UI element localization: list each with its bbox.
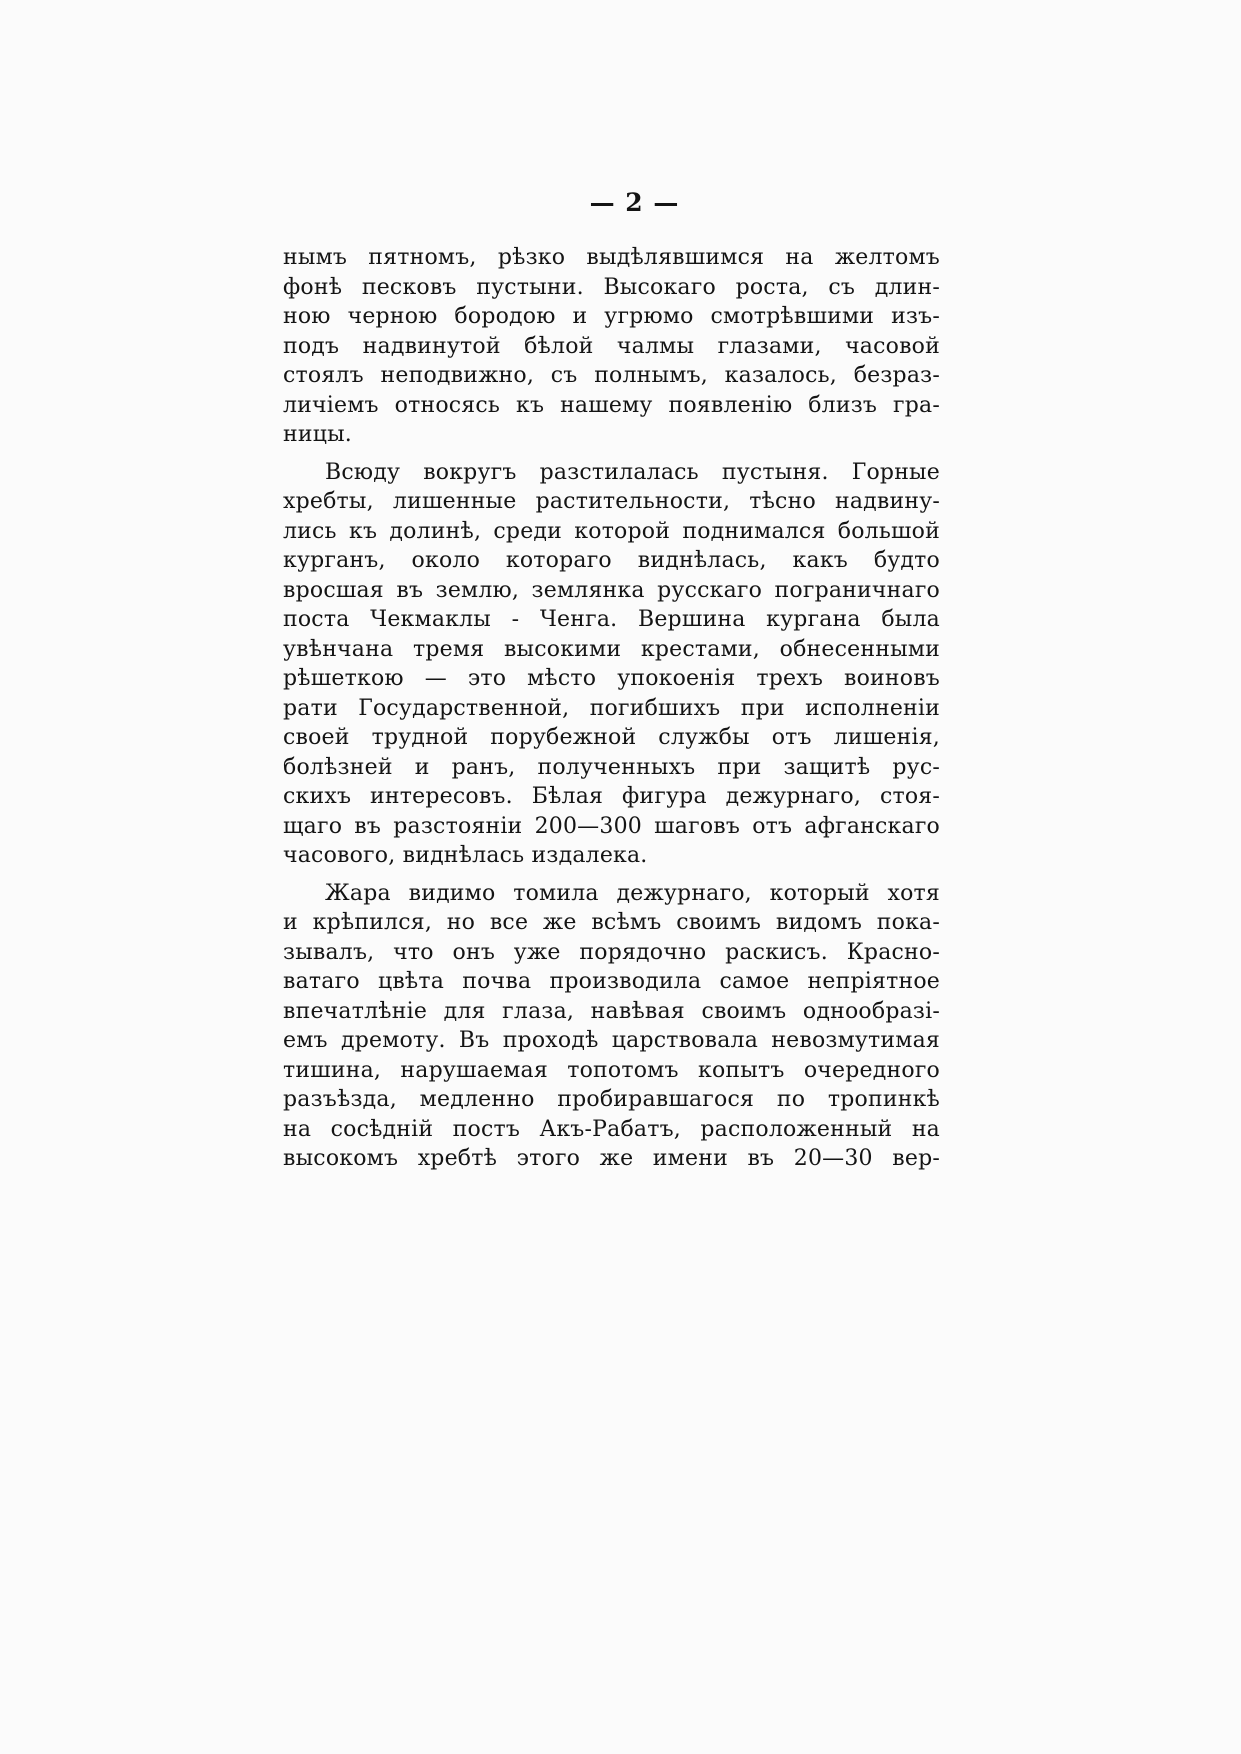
text-line: стоялъ неподвижно, съ полнымъ, казалось, безраз- [283,363,940,388]
text-line: вросшая въ землю, землянка русскаго пограничнаго [283,577,940,603]
text-line: впечатлѣніе для глаза, навѣвая своимъ однообразі- [283,998,940,1024]
text-line: тишина, нарушаемая топотомъ копытъ очередного [283,1057,940,1083]
text-line: высокомъ хребтѣ этого же имени въ 20—30 вер- [283,1146,940,1171]
text-line: Всюду вокругъ разстилалась пустыня. Горные [325,459,940,485]
text-line: своей трудной порубежной службы отъ лишенія, [283,725,940,750]
text-line: разъѣзда, медленно пробиравшагося по тропинкѣ [283,1087,940,1112]
page-number: — 2 — [589,188,680,217]
paragraph-3 [283,879,940,1174]
text-line: увѣнчана тремя высокими крестами, обнесенными [283,636,940,662]
text-line: зывалъ, что онъ уже порядочно раскисъ. Красно- [283,939,940,965]
text-line: ницы. [283,422,352,447]
text-line: поста Чекмаклы - Ченга. Вершина кургана была [283,607,940,632]
paragraph-1 [283,243,940,450]
text-line: лись къ долинѣ, среди которой поднимался большой [283,518,940,544]
text-line: болѣзней и ранъ, полученныхъ при защитѣ рус- [283,754,940,780]
text-line: и крѣпился, но все же всѣмъ своимъ видомъ пока- [283,910,940,935]
text-line: хребты, лишенные растительности, тѣсно надвину- [283,489,940,514]
text-line: скихъ интересовъ. Бѣлая фигура дежурнаго, стоя- [283,784,940,809]
text-line: Жара видимо томила дежурнаго, который хотя [325,880,940,906]
text-line: ватаго цвѣта почва производила самое непріятное [283,969,940,994]
text-line: емъ дремоту. Въ проходѣ царствовала невозмутимая [283,1028,940,1053]
text-line: подъ надвинутой бѣлой чалмы глазами, часовой [283,333,940,359]
text-line: часового, виднѣлась издалека. [283,843,648,868]
text-line: личіемъ относясь къ нашему появленію близъ гра- [283,392,940,418]
text-line: курганъ, около котораго виднѣлась, какъ будто [283,548,940,573]
text-line: щаго въ разстояніи 200—300 шаговъ отъ афганскаго [283,813,940,839]
text-line: на сосѣдній постъ Акъ-Рабатъ, расположенный на [283,1116,940,1142]
text-line: рѣшеткою — это мѣсто упокоенія трехъ воиновъ [283,666,940,691]
body-text [283,243,940,1174]
text-line: рати Государственной, погибшихъ при исполненіи [283,695,940,721]
text-line: фонѣ песковъ пустыни. Высокаго роста, съ длин- [283,274,940,300]
paragraph-2 [283,458,940,871]
text-line: ною черною бородою и угрюмо смотрѣвшими изъ- [283,304,940,329]
text-line: нымъ пятномъ, рѣзко выдѣлявшимся на желтомъ [283,245,940,270]
